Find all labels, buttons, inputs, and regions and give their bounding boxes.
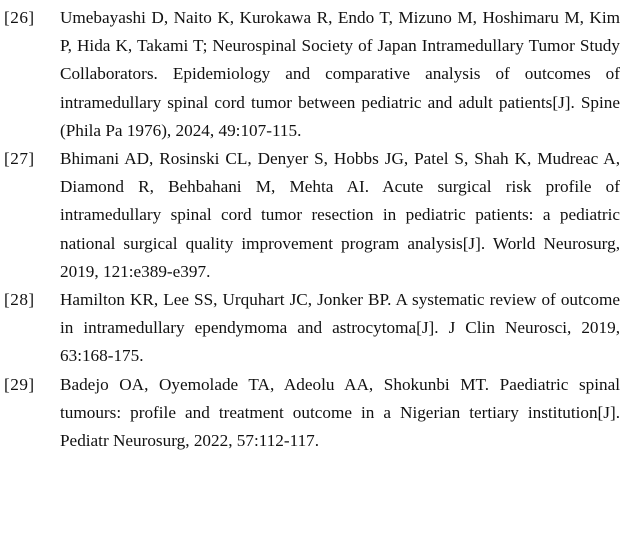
reference-text: Hamilton KR, Lee SS, Urquhart JC, Jonker BP. A systematic review of outcome in intramedullary ependymoma and astrocytoma[J]. J Clin Neurosci, 2019, 63:168-175. [60,290,620,366]
reference-item [4,4,620,145]
reference-number: [29] [4,374,35,394]
reference-text: Badejo OA, Oyemolade TA, Adeolu AA, Shokunbi MT. Paediatric spinal tumours: profile and treatment outcome in a Nigerian tertiary institution[J]. Pediatr Neurosurg, 2022, 57:112-117. [60,374,620,451]
reference-item [4,371,620,456]
reference-number: [26] [4,8,35,27]
reference-number: [27] [4,149,35,169]
reference-item [4,286,620,371]
reference-list [4,4,620,455]
reference-text: Bhimani AD, Rosinski CL, Denyer S, Hobbs JG, Patel S, Shah K, Mudreac A, Diamond R, Behbahani M, Mehta AI. Acute surgical risk profile of intramedullary spinal cord tumor resection in pediatric patients: a pediatric national surgical quality improvement program analysis[J]. World Neurosurg, 2019, 121:e389-e397. [60,149,620,281]
reference-text: Umebayashi D, Naito K, Kurokawa R, Endo T, Mizuno M, Hoshimaru M, Kim P, Hida K, Takami T; Neurospinal Society of Japan Intramedullary Tumor Study Collaborators. Epidemiology and comparative analysis of outcomes of intramedullary spinal cord tumor between pediatric and adult patients[J]. Spine (Phila Pa 1976), 2024, 49:107-115. [60,8,620,140]
reference-number: [28] [4,290,35,310]
reference-item [4,145,620,286]
